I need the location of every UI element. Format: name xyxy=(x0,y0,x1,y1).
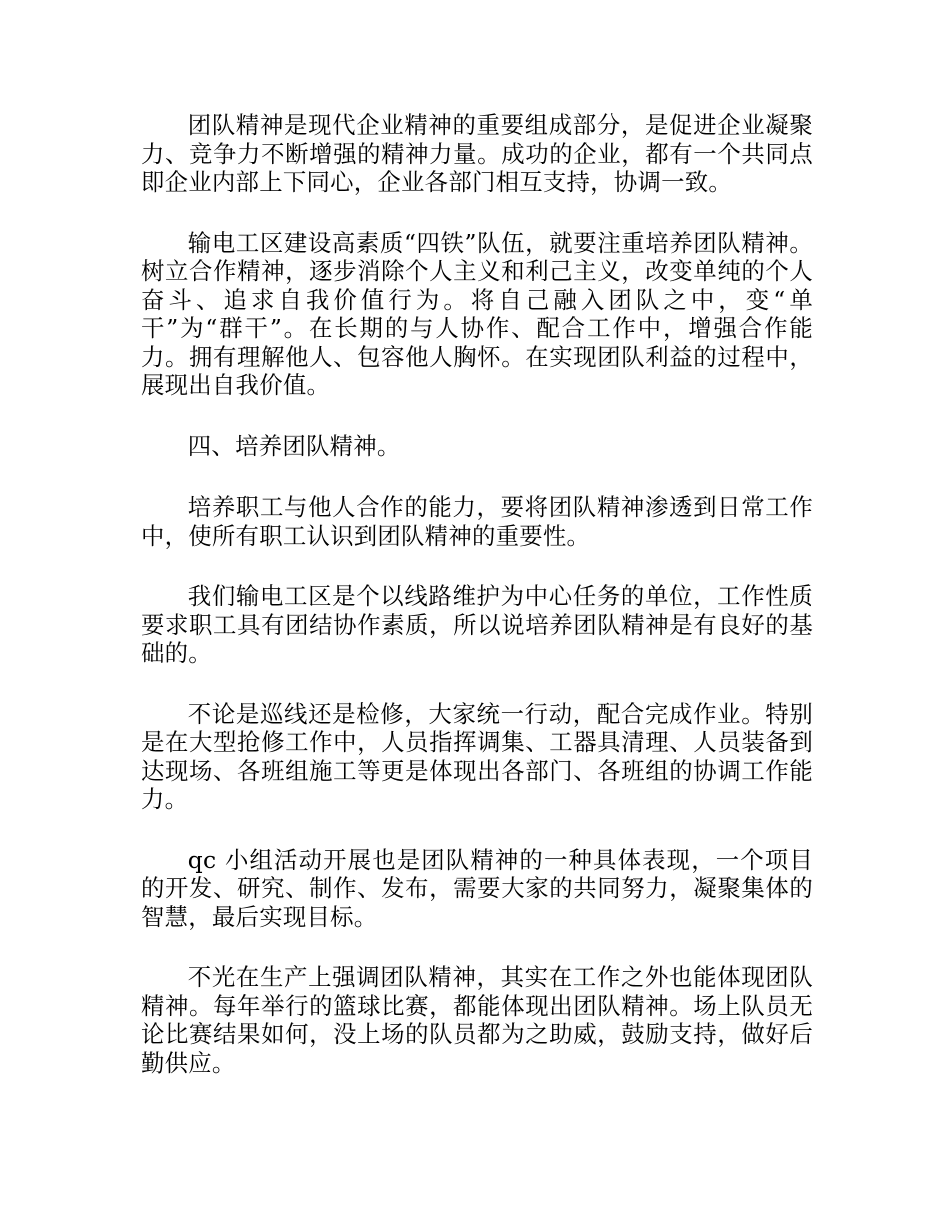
paragraph-work-area-basis: 我们输电工区是个以线路维护为中心任务的单位，工作性质要求职工具有团结协作素质，所以说培养团队精神是有良好的基础的。 xyxy=(141,582,813,667)
paragraph-four-iron-team: 输电工区建设高素质“四铁”队伍，就要注重培养团队精神。树立合作精神，逐步消除个人主义和利己主义，改变单纯的个人奋斗、追求自我价值行为。将自己融入团队之中，变“单干”为“群干”。在长期的与人协作、配合工作中，增强合作能力。拥有理解他人、包容他人胸怀。在实现团队利益的过程中，展现出自我价值。 xyxy=(141,228,813,399)
paragraph-basketball: 不光在生产上强调团队精神，其实在工作之外也能体现团队精神。每年举行的篮球比赛，都能体现出团队精神。场上队员无论比赛结果如何，没上场的队员都为之助威，鼓励支持，做好后勤供应。 xyxy=(141,963,813,1077)
paragraph-qc-group: qc 小组活动开展也是团队精神的一种具体表现，一个项目的开发、研究、制作、发布，需要大家的共同努力，凝聚集体的智慧，最后实现目标。 xyxy=(141,845,813,931)
document-body xyxy=(141,111,813,1109)
paragraph-team-spirit-intro: 团队精神是现代企业精神的重要组成部分，是促进企业凝聚力、竞争力不断增强的精神力量。成功的企业，都有一个共同点即企业内部上下同心，企业各部门相互支持，协调一致。 xyxy=(141,111,813,196)
paragraph-patrol-maintenance: 不论是巡线还是检修，大家统一行动，配合完成作业。特别是在大型抢修工作中，人员指挥调集、工器具清理、人员装备到达现场、各班组施工等更是体现出各部门、各班组的协调工作能力。 xyxy=(141,699,813,813)
paragraph-cooperation-ability: 培养职工与他人合作的能力，要将团队精神渗透到日常工作中，使所有职工认识到团队精神的重要性。 xyxy=(141,493,813,550)
section-heading-four: 四、培养团队精神。 xyxy=(187,431,401,460)
